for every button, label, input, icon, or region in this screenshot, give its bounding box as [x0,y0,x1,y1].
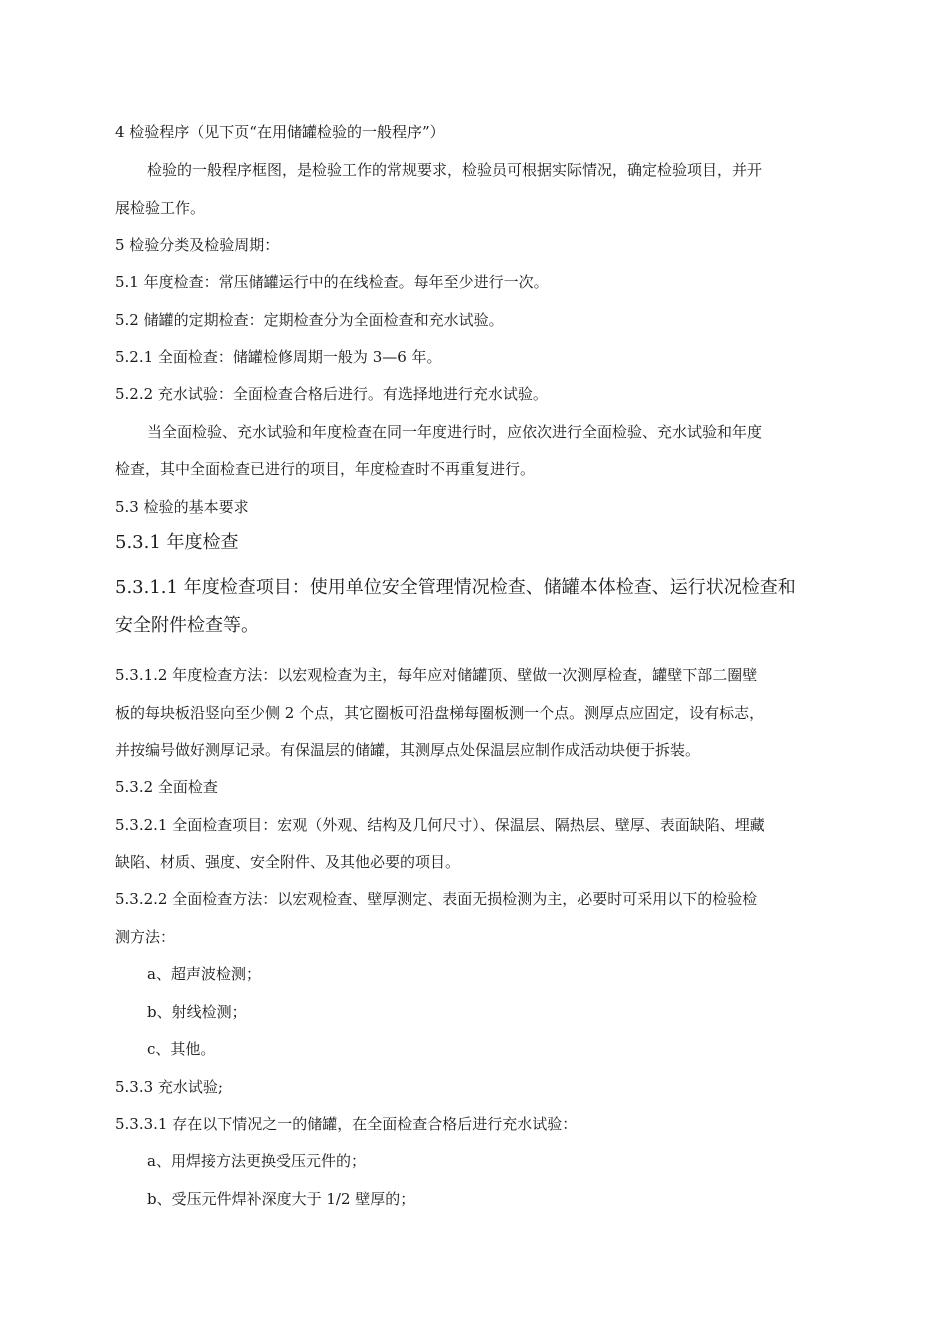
list-item: a、用焊接方法更换受压元件的； [147,1152,366,1170]
section-5-3-2: 5.3.2 全面检查 [115,778,218,796]
section-5-heading: 5 检验分类及检验周期： [115,236,280,254]
paragraph-line: 检查，其中全面检查已进行的项目，年度检查时不再重复进行。 [115,460,536,478]
section-5-3: 5.3 检验的基本要求 [115,498,249,516]
section-5-2: 5.2 储罐的定期检查：定期检查分为全面检查和充水试验。 [115,311,504,329]
section-5-3-3-1: 5.3.3.1 存在以下情况之一的储罐，在全面检查合格后进行充水试验： [115,1115,578,1133]
list-item: b、射线检测； [147,1003,247,1021]
paragraph-line: 检验的一般程序框图，是检验工作的常规要求，检验员可根据实际情况，确定检验项目，并开 [147,161,763,179]
paragraph-line: 缺陷、材质、强度、安全附件、及其他必要的项目。 [115,853,461,871]
section-5-1: 5.1 年度检查：常压储罐运行中的在线检查。每年至少进行一次。 [115,273,549,291]
section-5-3-1-1: 5.3.1.1 年度检查项目：使用单位安全管理情况检查、储罐本体检查、运行状况检查和 [115,577,796,598]
list-item: a、超声波检测； [147,965,261,983]
section-5-3-3: 5.3.3 充水试验; [115,1078,223,1096]
paragraph-line: 安全附件检查等。 [115,615,259,636]
section-5-2-1: 5.2.1 全面检查：储罐检修周期一般为 3—6 年。 [115,348,442,366]
paragraph-line: 板的每块板沿竖向至少侧 2 个点，其它圈板可沿盘梯每圈板测一个点。测厚点应固定，设有标志， [115,704,765,722]
section-5-3-1: 5.3.1 年度检查 [115,532,239,553]
list-item: c、其他。 [147,1040,216,1058]
section-5-3-2-2: 5.3.2.2 全面检查方法：以宏观检查、壁厚测定、表面无损检测为主，必要时可采用以下的检验检 [115,890,758,908]
section-4-heading: 4 检验程序（见下页“在用储罐检验的一般程序”） [115,123,445,141]
paragraph-line: 展检验工作。 [115,199,206,217]
paragraph-line: 当全面检验、充水试验和年度检查在同一年度进行时，应依次进行全面检验、充水试验和年度 [147,423,763,441]
section-5-3-1-2: 5.3.1.2 年度检查方法：以宏观检查为主，每年应对储罐顶、壁做一次测厚检查，罐壁下部二圈壁 [115,666,758,684]
section-5-2-2: 5.2.2 充水试验：全面检查合格后进行。有选择地进行充水试验。 [115,385,548,403]
paragraph-line: 测方法： [115,928,176,946]
paragraph-line: 并按编号做好测厚记录。有保温层的储罐，其测厚点处保温层应制作成活动块便于拆装。 [115,741,701,759]
section-5-3-2-1: 5.3.2.1 全面检查项目：宏观（外观、结构及几何尺寸）、保温层、隔热层、壁厚、表面缺陷、埋藏 [115,816,765,834]
list-item: b、受压元件焊补深度大于 1/2 壁厚的； [147,1190,416,1208]
